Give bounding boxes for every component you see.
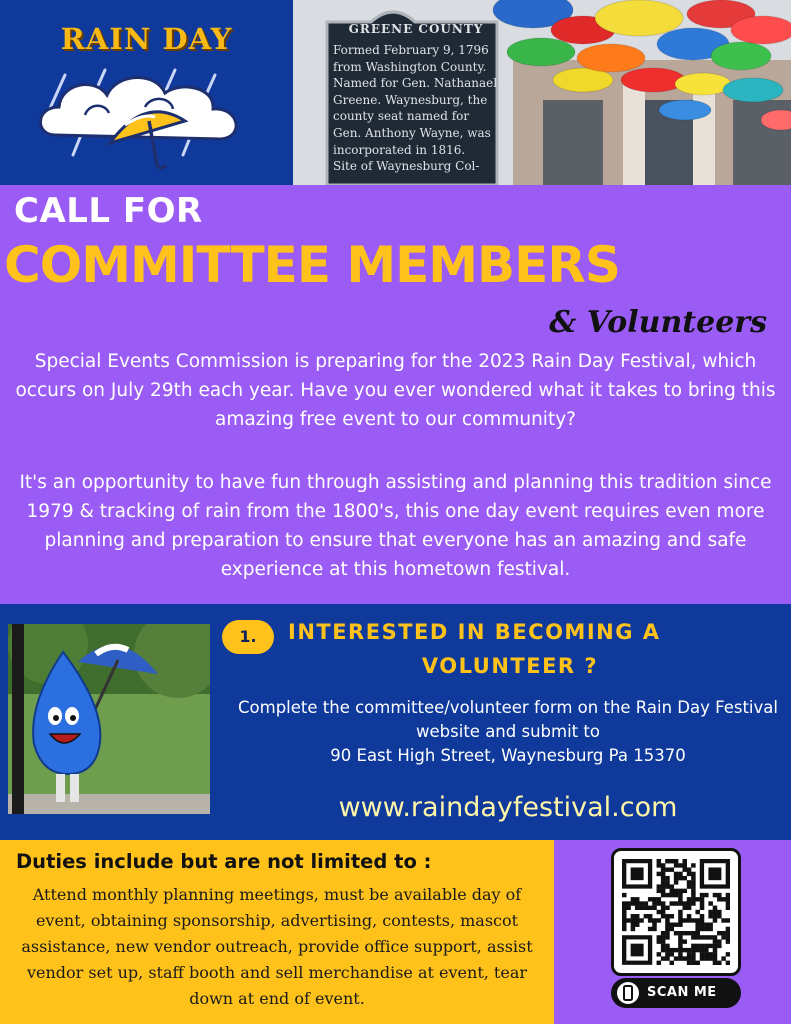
header-photo [293, 0, 791, 185]
marker-line: Greene. Waynesburg, the [333, 92, 488, 107]
marker-lines [333, 42, 499, 175]
logo-title: RAIN DAY [60, 22, 233, 56]
headline-committee-members: COMMITTEE MEMBERS [4, 236, 620, 294]
marker-line: Gen. Anthony Wayne, was [333, 125, 491, 140]
intro-paragraph-1: Special Events Commission is preparing for the 2023 Rain Day Festival, which occurs on July 29th each year. Have you ever wondered what it takes to bring this amazing free event to our community? [15, 351, 776, 430]
volunteer-heading-line-1: INTERESTED IN BECOMING A [288, 620, 661, 644]
volunteer-body-text: Complete the committee/volunteer form on the Rain Day Festival website and submit to [238, 698, 778, 741]
phone-icon [617, 982, 639, 1004]
scan-me-label: SCAN ME [647, 985, 717, 1000]
marker-line: Site of Waynesburg Col- [333, 159, 480, 174]
mailing-address: 90 East High Street, Waynesburg Pa 15370 [330, 746, 686, 765]
marker-line: from Washington County. [333, 59, 487, 74]
qr-panel [554, 840, 791, 1024]
marker-line: Named for Gen. Nathanael [333, 76, 498, 91]
headline-call-for: CALL FOR [14, 191, 203, 231]
logo-panel [0, 0, 293, 185]
step-number-badge: 1. [222, 620, 274, 654]
marker-line: incorporated in 1816. [333, 142, 466, 157]
marker-line: county seat named for [333, 109, 470, 124]
marker-heading: GREENE COUNTY [348, 22, 484, 36]
mascot-photo [8, 624, 210, 814]
volunteer-instructions [228, 696, 788, 768]
duties-panel [0, 840, 554, 1024]
website-link[interactable]: www.raindayfestival.com [338, 792, 678, 823]
scan-me-button[interactable] [611, 978, 741, 1008]
headline-volunteers: & Volunteers [549, 305, 767, 340]
raindrop-mascot-image [8, 624, 210, 814]
volunteer-section [0, 604, 791, 840]
duties-title: Duties include but are not limited to : [16, 850, 432, 873]
marker-line: Formed February 9, 1796 [333, 43, 489, 57]
volunteer-heading-line-2: VOLUNTEER ? [421, 654, 599, 678]
qr-code-card[interactable] [611, 848, 741, 976]
historical-marker-text [333, 22, 499, 175]
duties-text: Attend monthly planning meetings, must be available day of event, obtaining sponsorship, advertising, contests, mascot assistance, new vendor outreach, provide office support, assist vendor set up, staff booth and sell merchandise at event, tear down at end of event. [21, 885, 533, 1008]
rain-cloud-umbrella-icon [25, 55, 265, 175]
qr-code-icon [622, 859, 730, 965]
intro-paragraph-2: It's an opportunity to have fun through assisting and planning this tradition since 1979 & tracking of rain from the 1800's, this one day event requires even more planning and preparation to ensure that everyone has an amazing and safe experience at this hometown festival. [19, 472, 772, 580]
